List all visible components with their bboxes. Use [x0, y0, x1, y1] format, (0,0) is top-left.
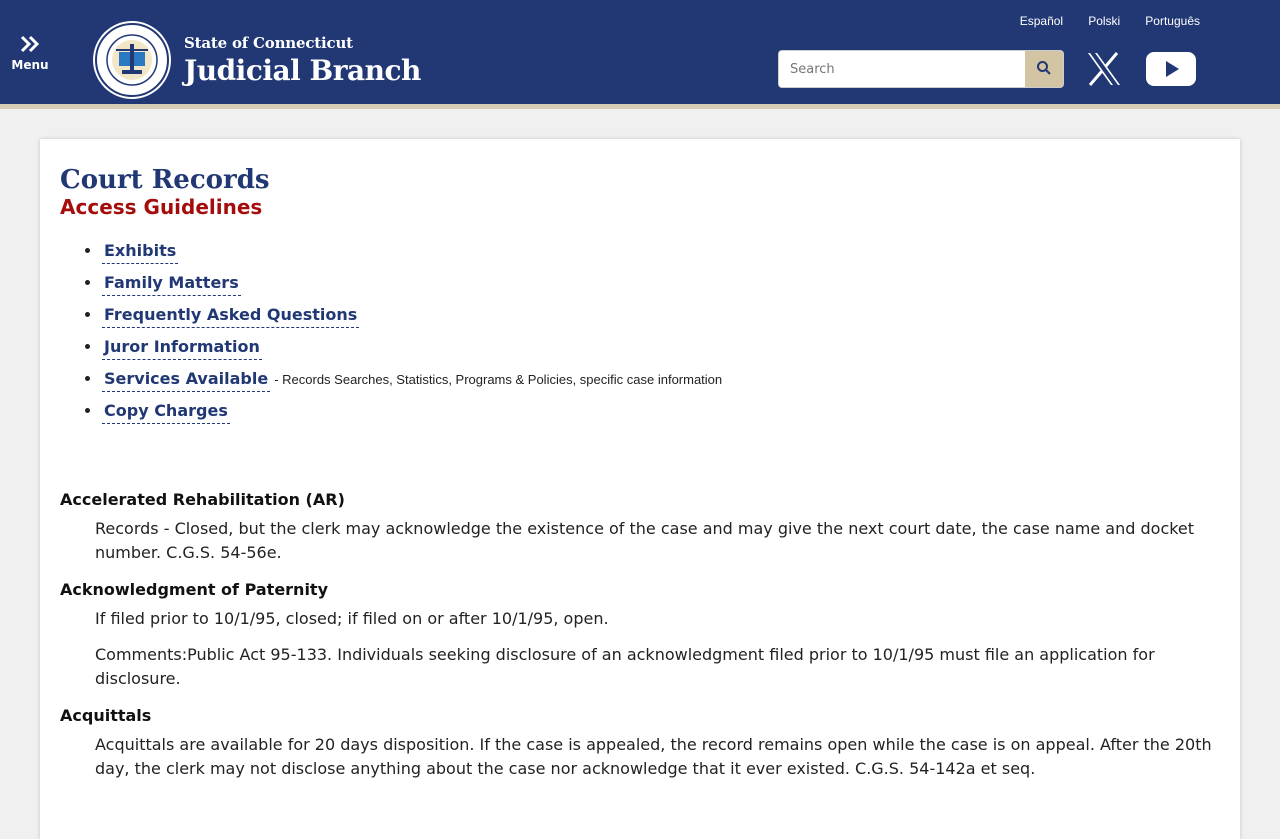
search-button[interactable]	[1025, 51, 1063, 87]
section-term: Acquittals	[60, 706, 152, 725]
section-text: If filed prior to 10/1/95, closed; if filed on or after 10/1/95, open.	[95, 609, 609, 628]
menu-label: Menu	[11, 58, 49, 72]
brand-state: State of Connecticut	[184, 34, 353, 52]
content-card	[40, 139, 1240, 839]
list-item	[102, 273, 722, 305]
section-accelerated-rehabilitation	[60, 489, 1220, 565]
search-box	[778, 50, 1064, 88]
services-available-link[interactable]: Services Available	[102, 369, 270, 392]
guideline-links	[60, 241, 722, 433]
site-header	[0, 0, 1280, 109]
list-item	[102, 401, 722, 433]
list-item	[102, 305, 722, 337]
language-links	[1000, 10, 1200, 29]
section-term: Accelerated Rehabilitation (AR)	[60, 490, 345, 509]
lang-portugues-link[interactable]: Português	[1145, 14, 1200, 28]
list-item	[102, 369, 722, 401]
site-brand[interactable]	[184, 34, 421, 87]
services-available-desc: - Records Searches, Statistics, Programs & Policies, specific case information	[274, 372, 723, 387]
list-item	[102, 337, 722, 369]
judicial-seal-logo[interactable]	[92, 20, 172, 100]
section-text: Comments:Public Act 95-133. Individuals seeking disclosure of an acknowledgment filed prior to 10/1/95 must file an application for disclosure.	[95, 645, 1155, 688]
search-input[interactable]	[779, 51, 1025, 87]
record-sections	[60, 489, 1220, 795]
page-subtitle: Access Guidelines	[60, 195, 263, 219]
menu-button[interactable]	[10, 34, 50, 78]
double-chevron-right-icon	[10, 34, 50, 56]
lang-espanol-link[interactable]: Español	[1019, 14, 1064, 28]
section-text: Acquittals are available for 20 days disposition. If the case is appealed, the record remains open while the case is on appeal. After the 20th day, the clerk may not disclose anything about the case nor acknowledge that it ever existed. C.G.S. 54-142a et seq.	[95, 735, 1212, 778]
search-icon	[1036, 60, 1052, 76]
exhibits-link[interactable]: Exhibits	[102, 241, 178, 264]
list-item	[102, 241, 722, 273]
family-matters-link[interactable]: Family Matters	[102, 273, 241, 296]
juror-information-link[interactable]: Juror Information	[102, 337, 262, 360]
faq-link[interactable]: Frequently Asked Questions	[102, 305, 359, 328]
lang-polski-link[interactable]: Polski	[1088, 14, 1121, 28]
section-acknowledgment-of-paternity	[60, 579, 1220, 691]
x-twitter-icon[interactable]	[1086, 52, 1122, 86]
section-text: Records - Closed, but the clerk may acknowledge the existence of the case and may give the next court date, the case name and docket number. C.G.S. 54-56e.	[95, 519, 1195, 562]
copy-charges-link[interactable]: Copy Charges	[102, 401, 230, 424]
section-acquittals	[60, 705, 1220, 781]
page-title: Court Records	[60, 165, 270, 195]
brand-branch: Judicial Branch	[184, 54, 421, 87]
youtube-icon[interactable]	[1146, 52, 1196, 86]
section-term: Acknowledgment of Paternity	[60, 580, 329, 599]
